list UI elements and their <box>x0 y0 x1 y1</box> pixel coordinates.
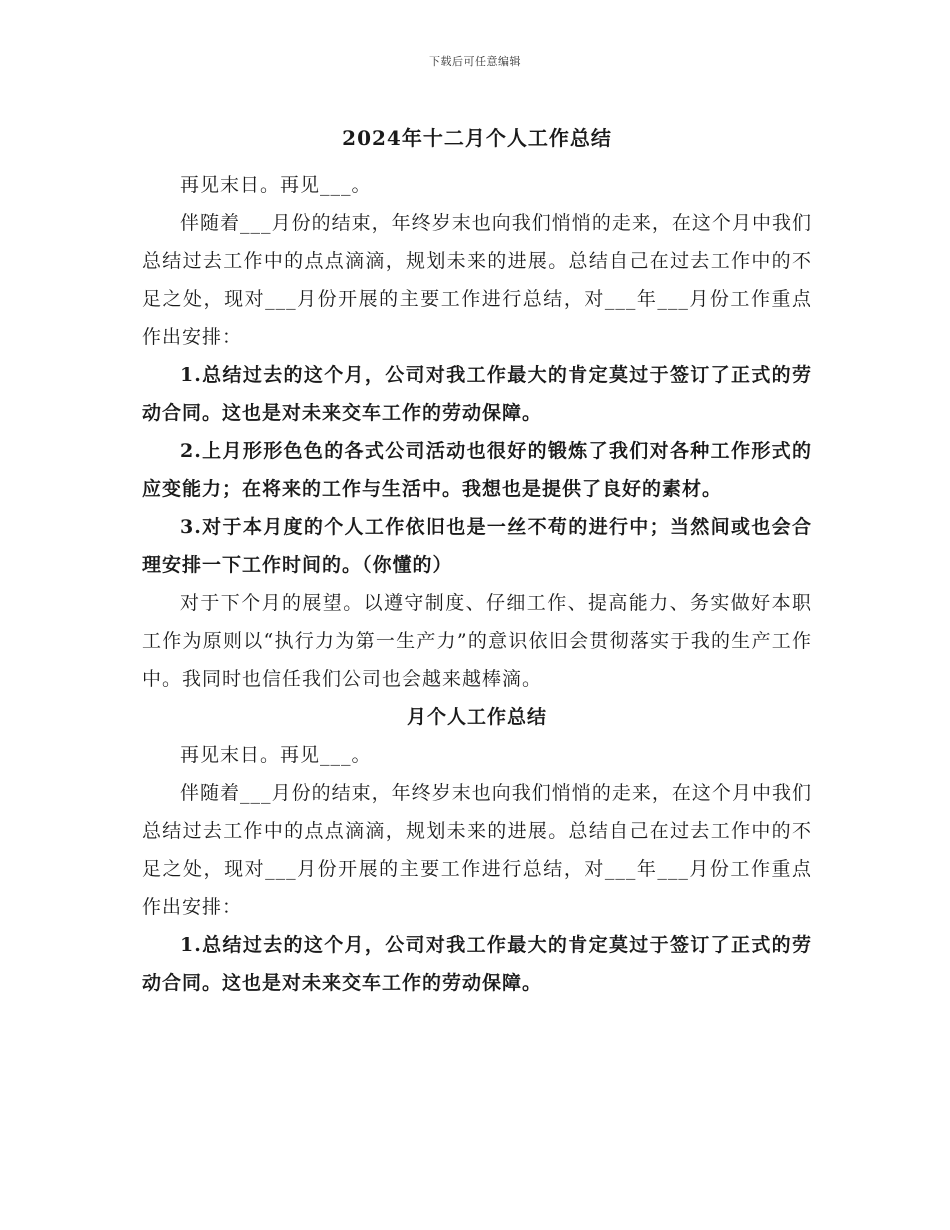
section-subtitle: 月个人工作总结 <box>406 706 547 728</box>
paragraph-intro: 伴随着___月份的结束，年终岁末也向我们悄悄的走来，在这个月中我们总结过去工作中的点点滴滴，规划未来的进展。总结自己在过去工作中的不足之处，现对___月份开展的主要工作进行总结，对___年___月份工作重点作出安排： <box>142 212 812 348</box>
paragraph-farewell: 再见末日。再见___。 <box>180 174 372 196</box>
list-item-2: 2.上月形形色色的各式公司活动也很好的锻炼了我们对各种工作形式的应变能力；在将来的工作与生活中。我想也是提供了良好的素材。 <box>142 440 812 500</box>
document-body <box>142 118 812 1002</box>
list-item-3: 3.对于本月度的个人工作依旧也是一丝不苟的进行中；当然间或也会合理安排一下工作时间的。（你懂的） <box>142 516 812 576</box>
paragraph-outlook: 对于下个月的展望。以遵守制度、仔细工作、提高能力、务实做好本职工作为原则以“执行力为第一生产力”的意识依旧会贯彻落实于我的生产工作中。我同时也信任我们公司也会越来越棒滴。 <box>142 592 812 690</box>
document-title: 2024年十二月个人工作总结 <box>342 126 612 150</box>
list-item-1-repeat: 1.总结过去的这个月，公司对我工作最大的肯定莫过于签订了正式的劳动合同。这也是对未来交车工作的劳动保障。 <box>142 934 812 994</box>
paragraph-intro-2: 伴随着___月份的结束，年终岁末也向我们悄悄的走来，在这个月中我们总结过去工作中的点点滴滴，规划未来的进展。总结自己在过去工作中的不足之处，现对___月份开展的主要工作进行总结，对___年___月份工作重点作出安排： <box>142 782 812 918</box>
header-note: 下载后可任意编辑 <box>429 55 521 68</box>
paragraph-farewell-2: 再见末日。再见___。 <box>180 744 372 766</box>
list-item-1: 1.总结过去的这个月，公司对我工作最大的肯定莫过于签订了正式的劳动合同。这也是对未来交车工作的劳动保障。 <box>142 364 812 424</box>
